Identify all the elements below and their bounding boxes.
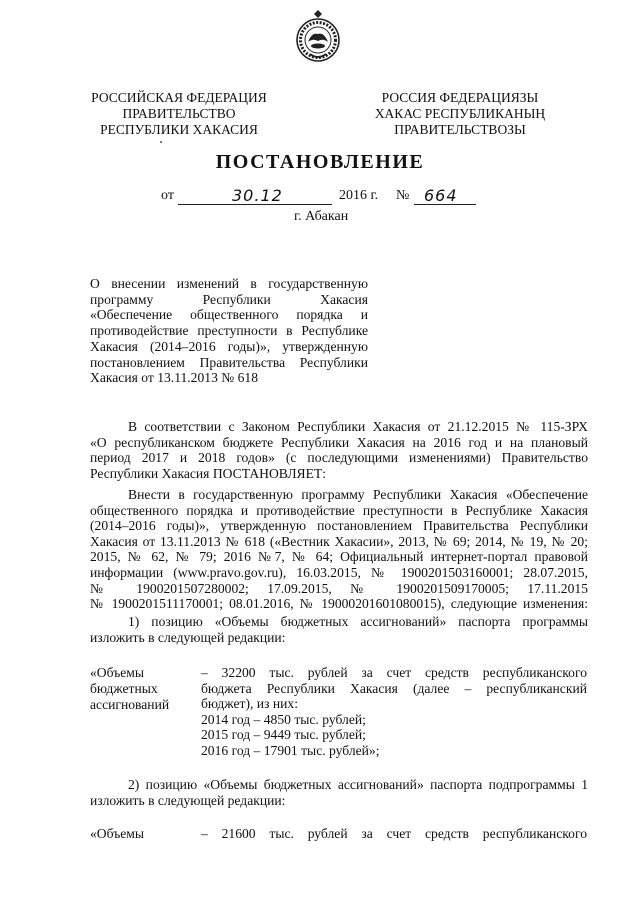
subject-line: Хакасия от 13.11.2013 № 618 <box>90 370 259 386</box>
header-left-line: ПРАВИТЕЛЬСТВО <box>122 106 236 121</box>
scan-speck <box>160 141 162 143</box>
document-title: ПОСТАНОВЛЕНИЕ <box>215 151 425 173</box>
budget-table-1 <box>90 665 590 765</box>
city: г. Абакан <box>294 209 349 224</box>
text-line: 2) позицию «Объемы бюджетных ассигнований» паспорта подпрограммы 1 <box>128 777 588 792</box>
item-1 <box>90 614 588 645</box>
table-value <box>201 826 587 842</box>
table-label: бюджетных <box>90 681 158 696</box>
header-right-line: ПРАВИТЕЛЬСТВОЗЫ <box>394 122 526 137</box>
text-line: бюджета Республики Хакасия (далее – республиканский <box>201 680 587 696</box>
header-left-line: РОССИЙСКАЯ ФЕДЕРАЦИЯ <box>91 90 267 105</box>
date-prefix: от <box>161 188 174 203</box>
text-line: период 2017 и 2018 годов» (с последующими изменениями) Правительство <box>90 450 588 466</box>
text-line: № 1900201511170001; 08.01.2016, № 19000201601080015), следующие изменения: <box>90 596 588 612</box>
text-line: 2015, № 62, № 79; 2016 №7, № 64; Официальный интернет-портал правовой <box>90 549 588 565</box>
text-line: общественного порядка и противодействие преступности в Республике Хакасия <box>90 502 588 518</box>
header-right-line: ХАКАС РЕСПУБЛИКАНЫҢ <box>374 106 546 121</box>
text-line: информации (www.pravo.gov.ru), 16.03.2015, № 1900201503160001; 28.07.2015, <box>90 564 588 580</box>
text-line: 2016 год – 17901 тыс. рублей»; <box>201 742 380 758</box>
text-line: «О республиканском бюджете Республики Хакасия на 2016 год и на плановый <box>90 434 588 450</box>
subject-line: О внесении изменений в государственную <box>90 276 368 291</box>
budget-table-2 <box>90 826 590 846</box>
header-left-line: РЕСПУБЛИКИ ХАКАСИЯ <box>100 122 258 137</box>
header-right <box>365 90 555 138</box>
text-line: 1) позицию «Объемы бюджетных ассигнований» паспорта программы <box>128 614 588 629</box>
paragraph-amendment <box>90 487 588 612</box>
date-handwritten: 30.12 <box>232 186 283 205</box>
text-line: 2014 год – 4850 тыс. рублей; <box>201 711 366 727</box>
subject-line: постановлением Правительства Республики <box>90 354 368 370</box>
table-value <box>201 665 587 759</box>
text-line: (2014–2016 годы)», утвержденную постановлением Правительства Республики <box>90 518 588 534</box>
header-right-line: РОССИЯ ФЕДЕРАЦИЯЗЫ <box>381 90 539 105</box>
text-line: изложить в следующей редакции: <box>90 792 286 808</box>
item-2 <box>90 777 588 808</box>
paragraph-preamble <box>90 419 588 481</box>
text-line: Республики Хакасия ПОСТАНОВЛЯЕТ: <box>90 465 326 481</box>
text-line: № 1900201507280002; 17.09.2015, № 1900201509170005; 17.11.2015 <box>90 580 588 596</box>
table-label: «Объемы <box>90 826 144 841</box>
subject-line: программу Республики Хакасия <box>90 291 368 307</box>
table-label: «Объемы <box>90 665 144 680</box>
subject-line: противодействие преступности в Республике <box>90 323 368 339</box>
text-line: В соответствии с Законом Республики Хакасия от 21.12.2015 № 115-ЗРХ <box>128 419 588 434</box>
subject-line: Хакасия (2014–2016 годы)», утвержденную <box>90 338 368 354</box>
table-label: ассигнований <box>90 697 170 712</box>
text-line: – 32200 тыс. рублей за счет средств республиканского <box>201 665 587 680</box>
coat-of-arms-emblem <box>292 8 344 64</box>
text-line: Хакасия от 13.11.2013 № 618 («Вестник Хакасии», 2013, № 69; 2014, № 19, № 20; <box>90 533 588 549</box>
text-line: 2015 год – 9449 тыс. рублей; <box>201 727 366 743</box>
subject-block <box>90 276 368 386</box>
text-line: изложить в следующей редакции: <box>90 629 286 645</box>
text-line: Внести в государственную программу Республики Хакасия «Обеспечение <box>128 487 588 502</box>
header-left <box>86 90 272 138</box>
subject-line: «Обеспечение общественного порядка и <box>90 307 368 323</box>
text-line: – 21600 тыс. рублей за счет средств республиканского <box>201 826 587 841</box>
number-handwritten: 664 <box>424 186 458 205</box>
date-year: 2016 г. <box>339 188 379 203</box>
number-sign: № <box>396 188 410 203</box>
text-line: бюджет), из них: <box>201 696 298 712</box>
